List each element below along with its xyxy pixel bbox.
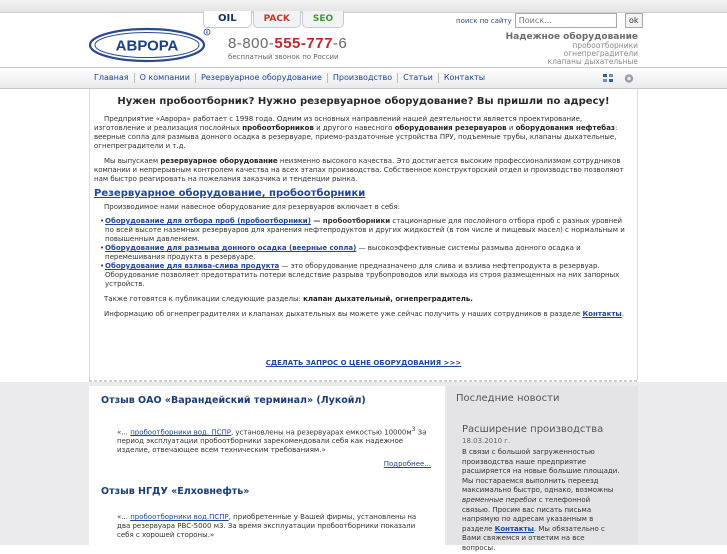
phone-subtitle: бесплатный звонок по России (228, 53, 339, 61)
tagline (506, 32, 638, 66)
list-item: • Оборудование для отбора проб (пробоотборники) — пробоотборники стационарные для послойного отбора проб с разных уровней по всей высоте наземных резервуаров для хранения нефтепродуктов и других жидкостей (в том числе и пищевых масел) с нормальным и повышенным давлением. (100, 217, 633, 244)
tagline-line: огнепреградители (563, 49, 638, 58)
review-title[interactable]: Отзыв НГДУ «Елховнефть» (101, 486, 250, 498)
intro-paragraph-2: Мы выпускаем резервуарное оборудование неизменно высокого качества. Это достигается высоким профессионализмом сотрудников компании и непрерывным контролем качества на всех этапах производства. Собственное конструкторский отдел и производство позволяют нам быстро реагировать на пожелания заказчика и тенденции рынка. (94, 157, 624, 183)
main-content (89, 89, 638, 380)
site-tabs (203, 11, 345, 28)
tagline-line: пробоотборники (572, 41, 638, 50)
tab-pack[interactable]: PACK (253, 11, 301, 28)
review-title[interactable]: Отзыв ОАО «Варандейский терминал» (Лукойл) (101, 395, 366, 406)
news-item-text: В связи с большой загруженностью производства наше предприятие расширяется на новые большие площади. Мы постараемся выполнить переезд максимально быстро, однако, возможны временные перебои с телефонной связью. Просим вас писать письма напрямую по адресам указанным в разделе Контакты. Мы обязательно с Вами свяжемся и ответим на все вопросы. (462, 448, 620, 552)
tab-oil[interactable]: OIL (203, 11, 252, 28)
search-button[interactable]: ok (625, 13, 643, 28)
news-column (447, 386, 638, 552)
phone-number (228, 35, 347, 52)
also-paragraph: Также готовятся к публикации следующие разделы: клапан дыхательный, огнепреградитель. (104, 295, 473, 303)
tagline-line: клапаны дыхательные (547, 57, 638, 66)
info-paragraph: Информацию об огнепреградителях и клапанах дыхательных вы можете уже сейчас получить у наших сотрудников в разделе Контакты. (104, 310, 624, 318)
main-nav (0, 67, 727, 89)
intro-paragraph-1: Предприятие «Аврора» работает с 1998 года. Одним из основных направлений нашей деятельности является проектирование, изготовление и реализация послойных пробоотборников и другого навесного оборудования резервуаров и оборудования нефтебаз: веерные сопла для размыва донного осадка в резервуаре, приемо-раздаточные устройства ПРУ, подъемные трубы, клапаны дыхательные, огнепреградители и т.д. (94, 115, 618, 150)
news-heading: Последние новости (456, 393, 560, 404)
section-title[interactable]: Резервуарное оборудование, пробоотборники (94, 188, 366, 199)
search-label: поиск по сайту (456, 16, 512, 25)
phone-prefix: 8-800- (228, 35, 275, 52)
nav-items (89, 73, 490, 83)
nav-item-about[interactable]: О компании (135, 73, 196, 83)
logo[interactable] (89, 27, 213, 63)
nav-item-articles[interactable]: Статьи (398, 73, 439, 83)
search-bar (456, 13, 643, 28)
tagline-title: Надежное оборудование (505, 32, 638, 42)
top-strip (0, 0, 727, 13)
phone-main: 555-777 (274, 35, 333, 52)
nav-item-tank-equipment[interactable]: Резервуарное оборудование (196, 73, 328, 83)
review-link[interactable]: пробоотборники вод. ПСПР (130, 428, 231, 437)
list-item: • Оборудование для размыва донного осадка (веерные сопла) — высокоэффективные системы размыва донного осадка и перемешивания продукта в резервуаре. (100, 244, 633, 262)
link-samplers[interactable]: Оборудование для отбора проб (пробоотборники) (105, 217, 311, 225)
nav-item-home[interactable]: Главная (89, 73, 135, 83)
section-intro: Производимое нами навесное оборудование для резервуаров включает в себя: (104, 203, 401, 211)
nav-item-production[interactable]: Производство (328, 73, 398, 83)
review-text: «... пробоотборники вод.ПСПР, приобретенные у Вашей фирмы, установлены на два резервуара РВС-5000 м3. За время эксплуатации пробоотборники показали себя с хорошей стороны.» (117, 513, 417, 540)
logo-emblem (89, 27, 213, 63)
search-input[interactable] (515, 13, 617, 28)
review-more-link[interactable]: Подробнее... (383, 460, 431, 469)
link-nozzles[interactable]: Оборудование для размыва донного осадка (веерные сопла) (105, 244, 357, 252)
logo-text: АВРОРА (115, 37, 179, 55)
nav-item-contacts[interactable]: Контакты (443, 73, 486, 82)
review-link[interactable]: пробоотборники вод.ПСПР (130, 513, 229, 522)
link-fill-drain[interactable]: Оборудование для взлива-слива продукта (105, 262, 280, 270)
svg-text:R: R (205, 30, 209, 35)
sitemap-icon[interactable] (602, 73, 614, 84)
news-item-title[interactable]: Расширение производства (462, 424, 604, 435)
news-contacts-link[interactable]: Контакты (494, 524, 534, 533)
review-text: «... пробоотборники вод. ПСПР, установлены на резервуарах емкостью $10000м^3$ За период эксплуатации пробоотборники зарекомендовали себя как надежное изделие, отвечающее всем техническим требованиям.» (117, 427, 427, 455)
phone-suffix: -6 (332, 35, 348, 52)
tab-seo[interactable]: SEO (302, 11, 344, 28)
gear-icon[interactable] (623, 73, 635, 84)
reviews-column (89, 386, 445, 545)
link-contacts[interactable]: Контакты (582, 310, 622, 318)
price-request-link[interactable]: СДЕЛАТЬ ЗАПРОС О ЦЕНЕ ОБОРУДОВАНИЯ >>> (265, 359, 462, 367)
list-item: • Оборудование для взлива-слива продукта — это оборудование предназначено для слива и взлива нефтепродукта в резервуар. Оборудование позволяет предотвратить потери вследствие разрыва трубопроводов или выхода из строя размещенных на них запорных устройств. (100, 262, 633, 289)
news-item-date: 18.03.2010 г. (462, 437, 511, 445)
page-title: Нужен пробоотборник? Нужно резервуарное оборудование? Вы пришли по адресу! (117, 96, 610, 107)
